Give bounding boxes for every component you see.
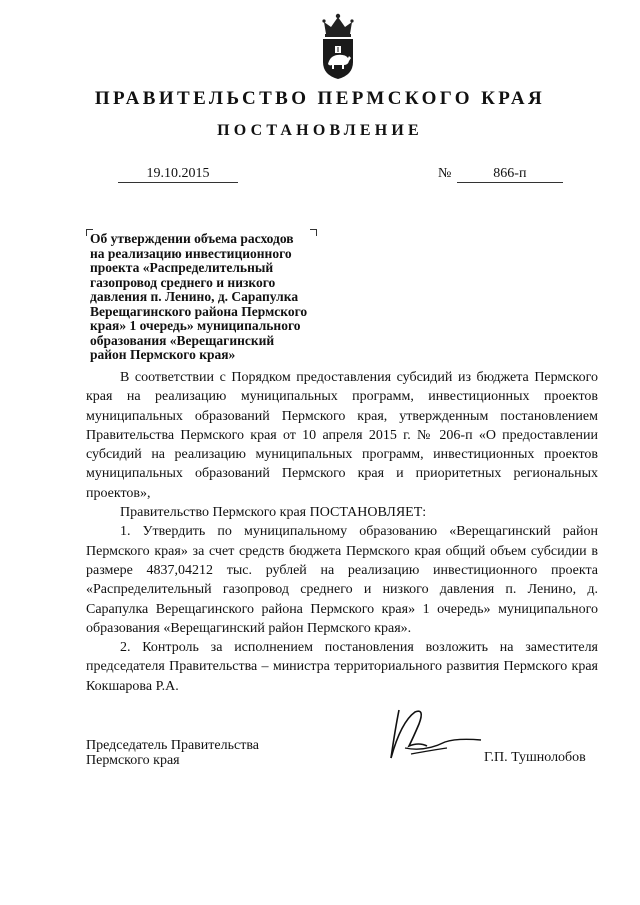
subject-line: Верещагинского района Пермского: [90, 303, 308, 319]
handwritten-signature-icon: [385, 702, 485, 766]
clause-1-paragraph: 1. Утвердить по муниципальному образованию «Верещагинский район Пермского края» за счет средств бюджета Пермского края общий объем субсидии в размере 4837,04212 тыс. рублей на реализацию инвестиционного проекта «Распределительный газопровод среднего и низкого давления п. Ленино, д. Сарапулка Верещагинского района Пермского края» 1 очередь» муниципального образования «Верещагинский район Пермского края».: [86, 524, 598, 636]
subject-line: Об утверждении объема расходов: [90, 231, 294, 246]
document-type: ПОСТАНОВЛЕНИЕ: [217, 122, 423, 139]
document-number: 866-п: [457, 166, 563, 183]
position-line: Председатель Правительства: [86, 738, 259, 753]
subject-line: образования «Верещагинский: [90, 332, 275, 348]
clause-2-paragraph: 2. Контроль за исполнением постановления возложить на заместителя председателя Правительства – министра территориального развития Пермского края Кокшарова Р.А.: [86, 640, 598, 694]
document-subject: [90, 232, 340, 363]
number-sign: №: [438, 166, 452, 181]
position-line: Пермского края: [86, 753, 180, 768]
signatory-name: Г.П. Тушнолобов: [484, 750, 586, 765]
preamble-paragraph: В соответствии с Порядком предоставления субсидий из бюджета Пермского края на реализацию муниципальных программ, инвестиционных проектов муниципальных образований Пермского края, утвержденным постановлением Правительства Пермского края от 10 апреля 2015 г. № 206-п «О предоставлении субсидий на реализацию муниципальных программ, инвестиционных проектов муниципальных образований Пермского края и приоритетных региональных проектов»,: [86, 370, 598, 501]
subject-line: давления п. Ленино, д. Сарапулка: [90, 289, 299, 304]
signatory-position: [86, 738, 259, 768]
document-body: [86, 368, 598, 696]
subject-line: проекта «Распределительный: [90, 260, 274, 275]
subject-line: на реализацию инвестиционного: [90, 245, 292, 261]
document-number-block: [438, 166, 563, 183]
government-title: ПРАВИТЕЛЬСТВО ПЕРМСКОГО КРАЯ: [94, 88, 546, 109]
resolution-paragraph: Правительство Пермского края ПОСТАНОВЛЯЕТ:: [120, 505, 427, 521]
perm-krai-coat-of-arms-icon: [318, 12, 358, 80]
subject-line: район Пермского края»: [90, 347, 236, 362]
subject-line: края» 1 очередь» муниципального: [90, 318, 301, 333]
document-date: 19.10.2015: [118, 166, 238, 183]
subject-line: газопровод среднего и низкого: [90, 274, 276, 290]
